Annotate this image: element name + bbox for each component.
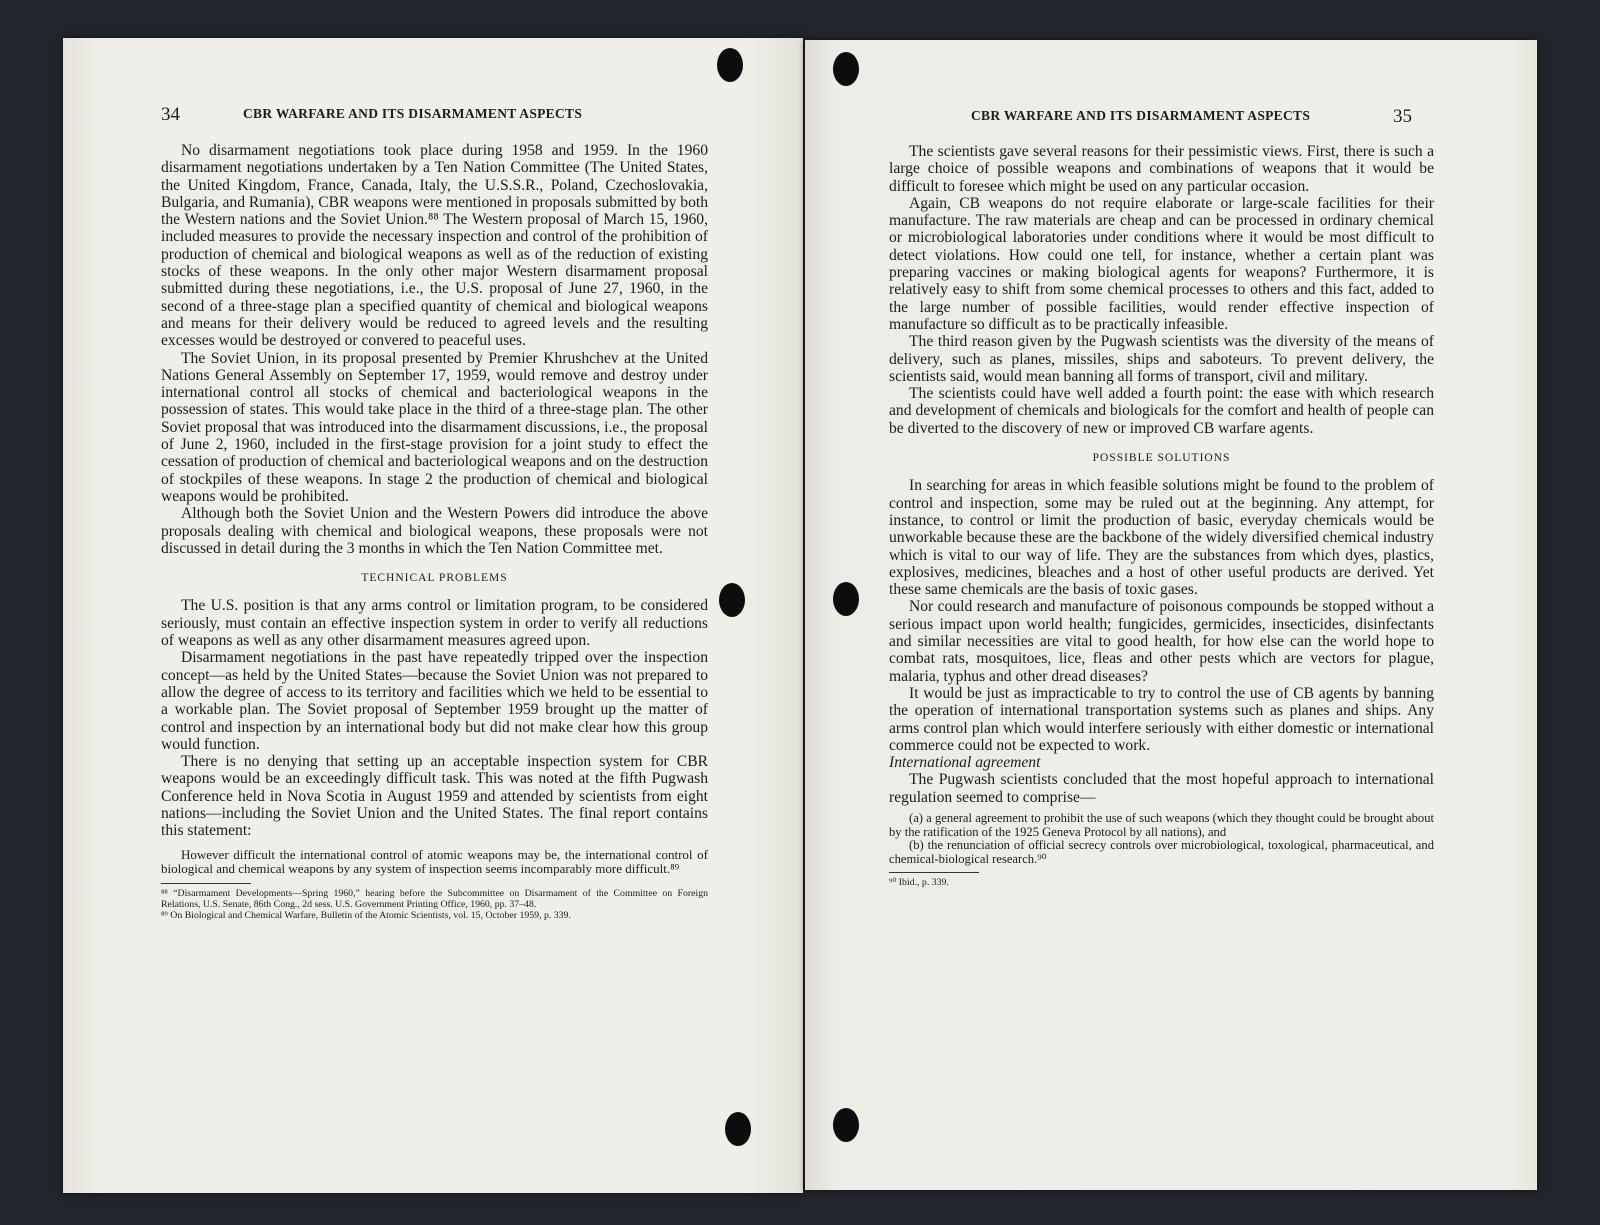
section-heading: TECHNICAL PROBLEMS [361,572,508,585]
left-body [161,142,708,921]
footnote: ⁸⁹ On Biological and Chemical Warfare, Bulletin of the Atomic Scientists, vol. 15, October 1959, p. 339. [161,909,571,921]
left-page [63,38,803,1193]
paragraph: The third reason given by the Pugwash scientists was the diversity of the means of delivery, such as planes, missiles, ships and saboteurs. To prevent delivery, the scientists said, would mean banning all forms of transport, civil and military. [889,333,1434,385]
binder-hole [833,52,859,86]
paragraph: It would be just as impracticable to try to control the use of CB agents by banning the operation of international transportation systems such as planes and ships. Any arms control plan which would interfere seriously with either domestic or international commerce could not be expected to work. [889,684,1434,754]
running-head: CBR WARFARE AND ITS DISARMAMENT ASPECTS [243,106,583,121]
binder-hole [725,1112,751,1146]
list-item: (b) the renunciation of official secrecy controls over microbiological, toxological, pharmaceutical, and chemical-biological research.⁹⁰ [889,838,1434,866]
footnote-rule [889,872,979,873]
paragraph: There is no denying that setting up an acceptable inspection system for CBR weapons would be an exceedingly difficult task. This was noted at the fifth Pugwash Conference held in Nova Scotia in August 1959 and attended by scientists from eight nations—including the Soviet Union and the United States. The final report contains this statement: [161,753,708,840]
page-number: 35 [1393,106,1412,127]
section-heading: POSSIBLE SOLUTIONS [1092,452,1231,465]
paragraph: The Pugwash scientists concluded that the most hopeful approach to international regulation seemed to comprise— [889,771,1434,806]
paragraph: The U.S. position is that any arms control or limitation program, to be considered seriously, must contain an effective inspection system in order to verify all reductions of weapons as well as any other disarmament measures agreed upon. [161,597,708,650]
paragraph: The scientists could have well added a fourth point: the ease with which research and development of chemicals and biologicals for the comfort and health of people can be diverted to the discovery of new or improved CB warfare agents. [889,385,1434,437]
paragraph: Disarmament negotiations in the past have repeatedly tripped over the inspection concept—as held by the United States—because the Soviet Union was not prepared to allow the degree of access to its territory and facilities which we held to be essential to a workable plan. The Soviet proposal of September 1959 brought up the matter of control and inspection by an international body but did not make clear how this group would function. [161,649,708,753]
paragraph: Again, CB weapons do not require elaborate or large-scale facilities for their manufacture. The raw materials are cheap and can be processed in ordinary chemical or microbiological laboratories under conditions where it would be most difficult to detect violations. How could one tell, for instance, whether a certain plant was preparing vaccines or making biological agents for weapons? Furthermore, it is relatively easy to shift from some chemical processes to others and this fact, added to the large number of possible facilities, would render effective inspection of manufacture so difficult as to be practically infeasible. [889,194,1434,333]
block-quote [161,848,708,877]
binder-hole [719,583,745,617]
footnotes [161,888,708,921]
binder-hole [833,1108,859,1142]
right-body [889,143,1434,888]
binder-hole [833,582,859,616]
footnote: ⁹⁰ Ibid., p. 339. [889,877,949,889]
footnote: ⁸⁸ “Disarmament Developments—Spring 1960,” hearing before the Subcommittee on Disarmament of the Committee on Foreign Relations, U.S. Senate, 86th Cong., 2d sess. U.S. Government Printing Office, 1960, pp. 37–48. [161,887,708,910]
list-item: (a) a general agreement to prohibit the use of such weapons (which they thought could be brought about by the ratification of the 1925 Geneva Protocol by all nations), and [889,810,1434,839]
paragraph: Although both the Soviet Union and the Western Powers did introduce the above proposals dealing with chemical and biological weapons, these proposals were not discussed in detail during the 3 months in which the Ten Nation Committee met. [161,505,708,557]
running-head: CBR WARFARE AND ITS DISARMAMENT ASPECTS [971,108,1311,123]
paragraph: The Soviet Union, in its proposal presented by Premier Khrushchev at the United Nations General Assembly on September 17, 1959, would remove and destroy under international control all stocks of chemical and bacteriological weapons in the possession of states. This would take place in the third of a three-stage plan. The other Soviet proposal that was introduced into the disarmament discussions, i.e., the proposal of June 2, 1960, included in the first-stage provision for a joint study to effect the cessation of production of chemical and bacteriological weapons and on the destruction of stockpiles of these weapons. In stage 2 the production of chemical and biological weapons would be prohibited. [161,349,708,505]
paragraph: Nor could research and manufacture of poisonous compounds be stopped without a serious impact upon world health; fungicides, germicides, insecticides, disinfectants and similar necessities are vital to good health, for how else can the world hope to combat rats, mosquitoes, lice, fleas and other pests which are vectors for plague, malaria, typhus and other dread diseases? [889,598,1434,685]
binder-hole [717,48,743,82]
paragraph: The scientists gave several reasons for their pessimistic views. First, there is such a large choice of possible weapons and combinations of weapons that it would be difficult to foresee which might be used on any particular occasion. [889,143,1434,195]
paragraph: No disarmament negotiations took place during 1958 and 1959. In the 1960 disarmament negotiations undertaken by a Ten Nation Committee (The United States, the United Kingdom, France, Canada, Italy, the U.S.S.R., Poland, Czechoslovakia, Bulgaria, and Rumania), CBR weapons were mentioned in proposals submitted by both the Western nations and the Soviet Union.⁸⁸ The Western proposal of March 15, 1960, included measures to provide the necessary inspection and control of the prohibition of production of chemical and biological weapons as well as of the reduction of existing stocks of these weapons. In the only other major Western disarmament proposal submitted during these negotiations, i.e., the U.S. proposal of June 27, 1960, in the second of a three-stage plan a specified quantity of chemical and biological weapons and means for their delivery would be reduced to agreed levels and the resulting excesses would be destroyed or convered to peaceful uses. [161,142,708,350]
quote-text: However difficult the international control of atomic weapons may be, the international control of biological and chemical weapons by any system of inspection seems incomparably more difficult.⁸⁹ [161,846,708,877]
right-page [805,40,1537,1190]
page-number: 34 [161,104,180,125]
footnote-rule [161,883,251,884]
paragraph: In searching for areas in which feasible solutions might be found to the problem of control and inspection, some may be ruled out at the beginning. Any attempt, for instance, to control or limit the production of basic, everyday chemicals would be unworkable because these are the backbone of the widely diversified chemical industry which is vital to our way of life. They are the substances from which dyes, plastics, explosives, medicines, bleaches and a host of other useful products are derived. Yet these same chemicals are the basis of toxic gases. [889,477,1434,599]
subheading: International agreement [889,754,1041,772]
